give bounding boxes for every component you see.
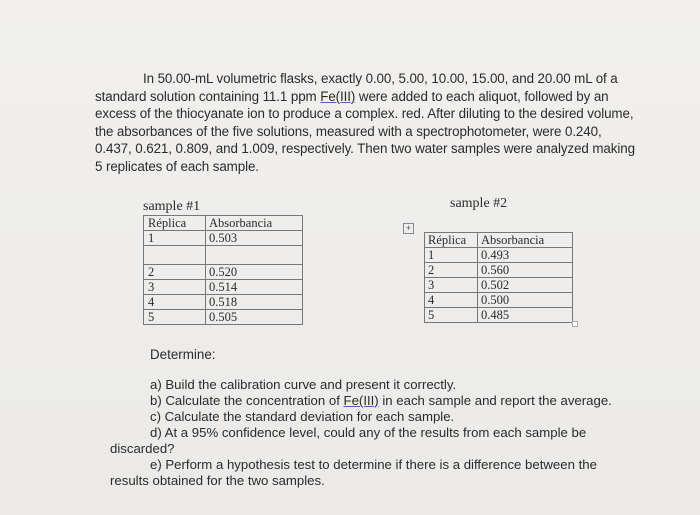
sample2-table [424, 232, 573, 323]
replica-cell: 4 [144, 295, 206, 310]
sample1-label: sample #1 [143, 199, 201, 214]
header-absorbance: Absorbancia [478, 233, 573, 248]
replica-cell: 3 [425, 278, 478, 293]
determine-heading: Determine: [150, 347, 216, 362]
sample1-table [143, 215, 303, 325]
table-row [144, 265, 303, 280]
question-c: c) Calculate the standard deviation for each sample. [150, 409, 455, 424]
table-row [144, 310, 303, 325]
absorbance-cell: 0.518 [206, 295, 303, 310]
table-row [425, 278, 573, 293]
question-b-text-2: in each sample and report the average. [378, 393, 612, 408]
question-e-line1: e) Perform a hypothesis test to determine if there is a difference between the [150, 457, 597, 472]
question-b [150, 393, 612, 409]
replica-cell: 5 [144, 310, 206, 325]
table-row [144, 231, 303, 246]
replica-cell: 2 [425, 263, 478, 278]
resize-handle-icon[interactable] [572, 321, 578, 327]
header-absorbance: Absorbancia [206, 216, 303, 231]
header-replica: Réplica [144, 216, 206, 231]
absorbance-cell: 0.505 [206, 310, 303, 325]
table-row [144, 280, 303, 295]
absorbance-cell: 0.560 [478, 263, 573, 278]
question-d-line1: d) At a 95% confidence level, could any of the results from each sample be [150, 425, 587, 440]
table-row [425, 248, 573, 263]
empty-cell [206, 246, 303, 265]
fe-iii-term: Fe(III) [343, 393, 379, 408]
paragraph-text-2: were added to each aliquot, followed by an excess of the thiocyanate ion to produce a complex. red. After diluting to the desired volume, the absorbances of the five solutions, measured with a spectrophotometer, were 0.240, 0.437, 0.621, 0.809, and 1.009, respectively. Then two water samples were analyzed making 5 replicates of each sample. [95, 88, 635, 174]
header-replica: Réplica [425, 233, 478, 248]
absorbance-cell: 0.520 [206, 265, 303, 280]
problem-paragraph [95, 70, 640, 176]
question-a: a) Build the calibration curve and present it correctly. [150, 377, 457, 392]
move-icon[interactable]: + [403, 223, 414, 234]
table-header-row [144, 216, 303, 231]
table-row-empty [144, 246, 303, 265]
replica-cell: 1 [144, 231, 206, 246]
fe-iii-term: Fe(III) [320, 88, 356, 104]
replica-cell: 5 [425, 308, 478, 323]
replica-cell: 3 [144, 280, 206, 295]
absorbance-cell: 0.485 [478, 308, 573, 323]
table-row [144, 295, 303, 310]
table-row [425, 308, 573, 323]
question-d-line2: discarded? [110, 441, 175, 456]
question-b-text-1: b) Calculate the concentration of [150, 393, 344, 408]
absorbance-cell: 0.500 [478, 293, 573, 308]
empty-cell [144, 246, 206, 265]
paragraph-text-1: In 50.00-mL volumetric flasks, exactly 0.00, 5.00, 10.00, 15.00, and 20.00 mL of a standard solution containing 11.1 ppm [95, 71, 618, 104]
sample2-label: sample #2 [450, 196, 508, 211]
replica-cell: 1 [425, 248, 478, 263]
absorbance-cell: 0.503 [206, 231, 303, 246]
table-header-row [425, 233, 573, 248]
absorbance-cell: 0.514 [206, 280, 303, 295]
absorbance-cell: 0.502 [478, 278, 573, 293]
replica-cell: 4 [425, 293, 478, 308]
replica-cell: 2 [144, 265, 206, 280]
absorbance-cell: 0.493 [478, 248, 573, 263]
table-row [425, 263, 573, 278]
question-e-line2: results obtained for the two samples. [110, 473, 325, 488]
table-row [425, 293, 573, 308]
